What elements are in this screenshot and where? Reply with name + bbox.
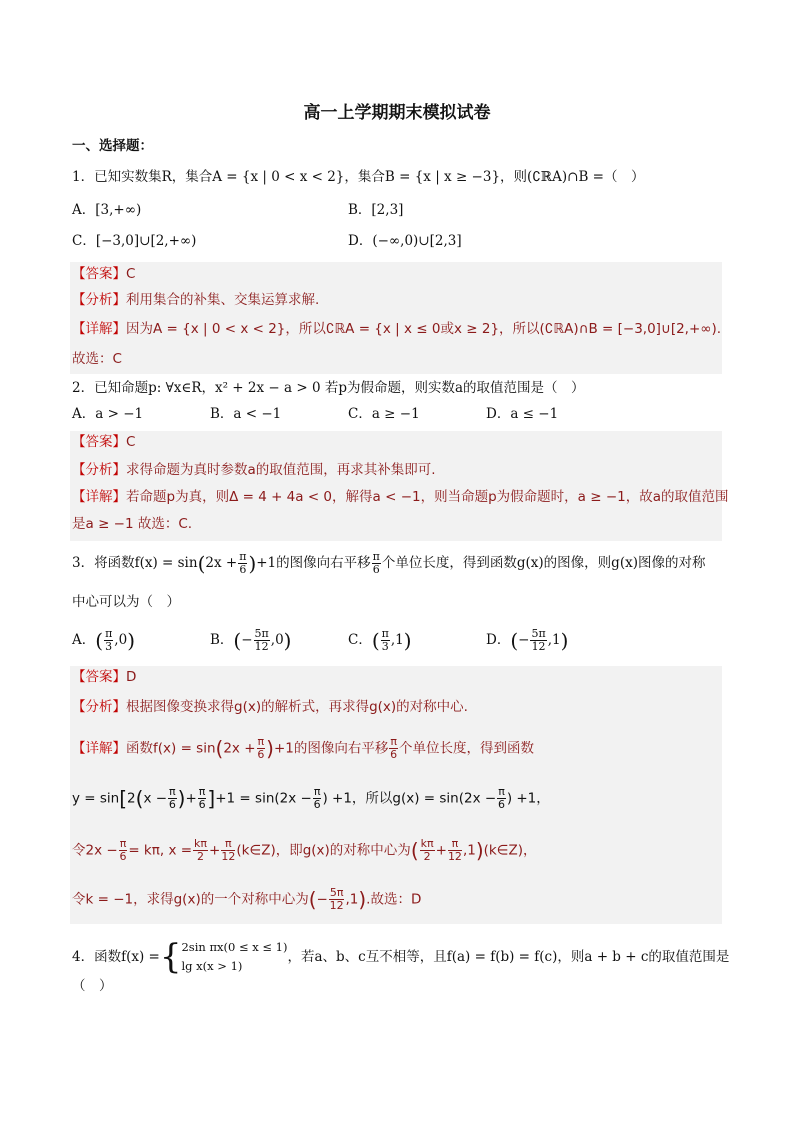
q2-detail-text: 若命题p为真，则Δ = 4 + 4a < 0，解得a < −1，则当命题p为假命题时，a ≥ −1，故a的取值范围 bbox=[126, 489, 729, 505]
q3-math: y = sin bbox=[72, 790, 120, 807]
detail-tag: 【详解】 bbox=[72, 740, 126, 757]
q3-math: +1 = sin(2x − bbox=[215, 790, 312, 807]
option-letter: D． bbox=[486, 632, 511, 648]
answer-tag: 【答案】 bbox=[72, 669, 126, 685]
q3-stem-start: 3．将函数f(x) = sin bbox=[72, 555, 198, 571]
q2-detail bbox=[72, 487, 729, 507]
q3-option-d: D．(− $\frac{5\pi}{12}$ ,1) bbox=[486, 627, 569, 653]
detail-tag: 【详解】 bbox=[72, 489, 126, 505]
q3-detail-line3: 令2x − $\frac{\pi}{6}$ = kπ, x = $\frac{k\pi}{2}$ + $\frac{\pi}{12}$ (k∈Z)，即g(x)的对称中心为( $\frac{k\pi}{2}$ + $\frac{\pi}{12}$ ,1)(k∈Z)， bbox=[72, 837, 537, 863]
q3-detail-line4: 令k = −1，求得g(x)的一个对称中心为(− $\frac{5\pi}{12}$ ,1).故选：D bbox=[72, 886, 422, 912]
analysis-tag: 【分析】 bbox=[72, 292, 126, 308]
q2-answer bbox=[72, 432, 135, 452]
q3-detail-text: 令k = −1，求得g(x)的一个对称中心为 bbox=[72, 891, 309, 908]
q4-stem: 4．函数f(x) ={ 2sin πx(0 ≤ x ≤ 1) lg x(x > 1) ，若a、b、c互不相等，且f(a) = f(b) = f(c)，则a + b + c的取值范围是 bbox=[72, 937, 730, 977]
analysis-tag: 【分析】 bbox=[72, 699, 126, 715]
q4-case-1: 2sin πx(0 ≤ x ≤ 1) bbox=[181, 940, 288, 954]
page-title: 高一上学期期末模拟试卷 bbox=[303, 103, 491, 123]
q1-analysis bbox=[72, 290, 319, 310]
q3-detail: 【详解】函数f(x) = sin(2x + $\frac{\pi}{6}$ )+1的图像向右平移 $\frac{\pi}{6}$ 个单位长度，得到函数 bbox=[72, 735, 534, 761]
q3-stem-end: 个单位长度，得到函数g(x)的图像，则g(x)图像的对称 bbox=[381, 555, 706, 571]
answer-tag: 【答案】 bbox=[72, 434, 126, 450]
q4-stem-line2: （ ） bbox=[72, 978, 113, 994]
q3-option-a: A．( $\frac{\pi}{3}$ ,0) bbox=[72, 627, 135, 653]
q1-option-a: A．[3,+∞) bbox=[72, 202, 142, 218]
q3-stem: 3．将函数f(x) = sin(2x + $\frac{\pi}{6}$ )+1的图像向右平移 $\frac{\pi}{6}$ 个单位长度，得到函数g(x)的图像，则g(x)图像的对称 bbox=[72, 550, 706, 576]
section-heading: 一、选择题： bbox=[72, 138, 153, 154]
q2-option-d: D．a ≤ −1 bbox=[486, 406, 559, 422]
q3-analysis-text: 根据图像变换求得g(x)的解析式，再求得g(x)的对称中心. bbox=[126, 699, 468, 715]
q3-detail-text: .故选：D bbox=[366, 891, 422, 908]
q3-stem-line2: 中心可以为（ ） bbox=[72, 594, 180, 610]
q3-math: ) +1， bbox=[506, 790, 550, 807]
q1-answer-block bbox=[70, 262, 722, 374]
q3-answer-value: D bbox=[126, 669, 137, 685]
q2-analysis-text: 求得命题为真时参数a的取值范围，再求其补集即可. bbox=[126, 462, 436, 478]
answer-tag: 【答案】 bbox=[72, 266, 126, 282]
q1-option-d: D．(−∞,0)∪[2,3] bbox=[348, 233, 462, 249]
q1-stem: 1．已知实数集R，集合A = {x | 0 < x < 2}，集合B = {x | x ≥ −3}，则(∁ℝA)∩B =（ ） bbox=[72, 169, 645, 185]
q3-detail-text: (k∈Z)， bbox=[483, 842, 537, 859]
q1-answer-value: C bbox=[126, 266, 136, 282]
option-letter: C． bbox=[348, 632, 372, 648]
q3-detail-line2: y = sin[2(x − $\frac{\pi}{6}$ )+ $\frac{\pi}{6}$ ]+1 = sin(2x − $\frac{\pi}{6}$ ) +1，所以g(x) = sin(2x − $\frac{\pi}{6}$ ) +1， bbox=[72, 785, 550, 811]
q3-option-b: B．(− $\frac{5\pi}{12}$ ,0) bbox=[210, 627, 292, 653]
q3-detail-text: = kπ, x = bbox=[128, 842, 193, 859]
q1-option-b: B．[2,3] bbox=[348, 202, 404, 218]
detail-tag: 【详解】 bbox=[72, 321, 126, 337]
q2-detail-cont: 是a ≥ −1 故选：C. bbox=[72, 516, 193, 532]
q3-math: ) +1，所以g(x) = sin(2x − bbox=[322, 790, 497, 807]
option-letter: A． bbox=[72, 632, 96, 648]
q1-option-c: C．[−3,0]∪[2,+∞) bbox=[72, 233, 197, 249]
q3-detail-text: 个单位长度，得到函数 bbox=[398, 740, 534, 757]
q3-stem-mid: +1的图像向右平移 bbox=[256, 555, 371, 571]
q2-option-c: C．a ≥ −1 bbox=[348, 406, 420, 422]
q4-stem-end: ，若a、b、c互不相等，且f(a) = f(b) = f(c)，则a + b + c的取值范围是 bbox=[287, 949, 730, 965]
q1-analysis-text: 利用集合的补集、交集运算求解. bbox=[126, 292, 320, 308]
q4-stem-start: 4．函数f(x) = bbox=[72, 949, 160, 965]
q3-answer bbox=[72, 667, 136, 687]
q1-answer bbox=[72, 264, 135, 284]
q1-conclusion: 故选：C bbox=[72, 351, 122, 367]
q2-analysis bbox=[72, 460, 436, 480]
option-letter: B． bbox=[210, 632, 234, 648]
q3-option-c: C．( $\frac{\pi}{3}$ ,1) bbox=[348, 627, 412, 653]
q3-detail-text: 令2x − bbox=[72, 842, 118, 859]
q2-option-b: B．a < −1 bbox=[210, 406, 282, 422]
q1-detail-text: 因为A = {x | 0 < x < 2}，所以∁ℝA = {x | x ≤ 0或x ≥ 2}，所以(∁ℝA)∩B = [−3,0]∪[2,+∞). bbox=[126, 321, 722, 337]
q4-case-2: lg x(x > 1) bbox=[181, 959, 243, 973]
q3-detail-text: (k∈Z)，即g(x)的对称中心为 bbox=[236, 842, 411, 859]
analysis-tag: 【分析】 bbox=[72, 462, 126, 478]
q1-detail bbox=[72, 319, 721, 339]
q3-analysis bbox=[72, 697, 468, 717]
q2-option-a: A．a > −1 bbox=[72, 406, 144, 422]
q2-stem: 2．已知命题p: ∀x∈R，x² + 2x − a > 0 若p为假命题，则实数a的取值范围是（ ） bbox=[72, 380, 585, 396]
q3-detail-text: +1的图像向右平移 bbox=[273, 740, 389, 757]
q2-answer-value: C bbox=[126, 434, 136, 450]
q3-detail-text: 函数f(x) = sin bbox=[126, 740, 216, 757]
